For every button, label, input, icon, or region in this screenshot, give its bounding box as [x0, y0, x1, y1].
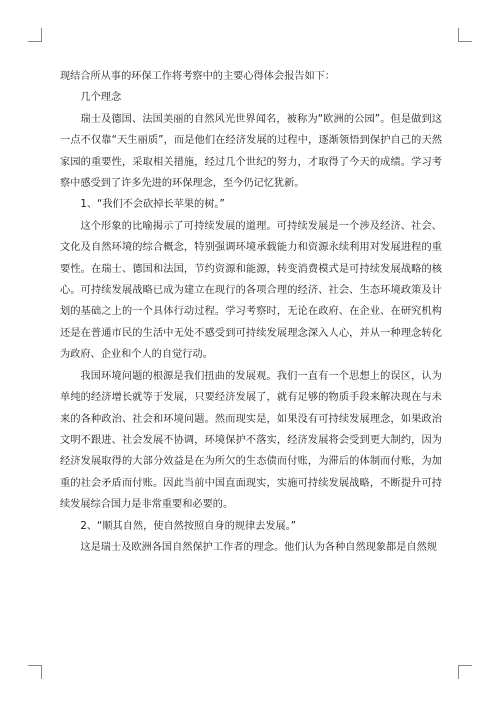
crop-mark-top-left	[28, 28, 42, 42]
document-body	[60, 66, 442, 558]
crop-mark-bottom-left	[28, 665, 42, 679]
section-heading: 几个理念	[80, 92, 122, 104]
intro-paragraph: 现结合所从事的环保工作将考察中的主要心得体会报告如下：	[60, 71, 336, 82]
body-paragraph: 瑞士及德国、法国美丽的自然风光世界闻名，被称为“欧洲的公园”。但是做到这一点不仅靠“天生丽质”，而是他们在经济发展的过程中，逐渐领悟到保护自己的天然家园的重要性，采取相关措施，经过几个世纪的努力，才取得了今天的成绩。学习考察中感受到了许多先进的环保理念，至今仍记忆犹新。	[60, 113, 442, 190]
subheading-1: 1、“我们不会砍掉长苹果的树。”	[80, 199, 225, 211]
crop-mark-top-right	[458, 28, 472, 42]
subheading-2: 2、“顺其自然，使自然按照自身的规律去发展。”	[80, 520, 297, 532]
body-paragraph: 这个形象的比喻揭示了可持续发展的道理。可持续发展是一个涉及经济、社会、文化及自然环境的综合概念，特别强调环境承载能力和资源永续利用对发展进程的重要性。在瑞士、德国和法国，节约资源和能源，转变消费模式是可持续发展战略的核心。可持续发展战略已成为建立在现行的各项合理的经济、社会、生态环境政策及计划的基础之上的一个具体行动过程。学习考察时，无论在政府、在企业、在研究机构还是在普通市民的生活中无处不感受到可持续发展理念深入人心，并从一种理念转化为政府、企业和个人的自觉行动。	[60, 220, 442, 361]
body-paragraph: 我国环境问题的根源是我们扭曲的发展观。我们一直有一个思想上的误区，认为单纯的经济增长就等于发展，只要经济发展了，就有足够的物质手段来解决现在与未来的各种政治、社会和环境问题。然而现实是，如果没有可持续发展理念，如果政治文明不跟进、社会发展不协调，环境保护不落实，经济发展将会受到更大制约，因为经济发展取得的大部分效益是在为所欠的生态债而付账，为滞后的体制而付账，为加重的社会矛盾而付账。因此当前中国直面现实，实施可持续发展战略，不断提升可持续发展综合国力是非常重要和必要的。	[60, 370, 442, 511]
crop-mark-bottom-right	[458, 665, 472, 679]
body-paragraph: 这是瑞士及欧洲各国自然保护工作者的理念。他们认为各种自然现象都是自然规	[80, 541, 437, 553]
